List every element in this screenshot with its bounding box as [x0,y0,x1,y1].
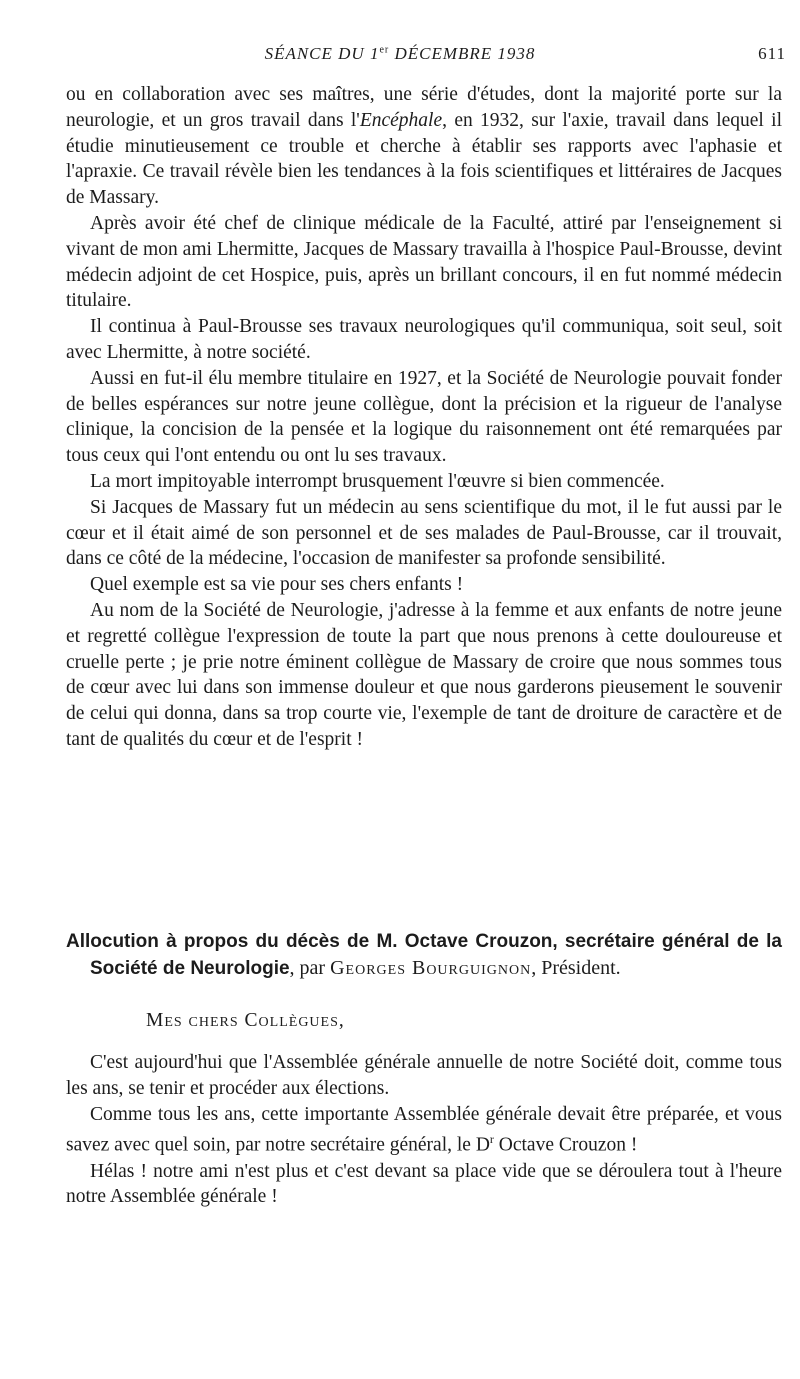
paragraph-2: Après avoir été chef de clinique médicale de la Faculté, attiré par l'enseignement si vivant de mon ami Lhermitte, Jacques de Massary travailla à l'hospice Paul-Brousse, devint médecin adjoint de cet Hospice, puis, après un brillant concours, il en fut nommé médecin titulaire. [66,212,782,312]
section-paragraph-1: C'est aujourd'hui que l'Assemblée générale annuelle de notre Société doit, comme tous les ans, se tenir et procéder aux élections. [66,1052,782,1099]
author-name: Georges Bourguignon [330,957,532,979]
paragraph-3: Il continua à Paul-Brousse ses travaux neurologiques qu'il communiqua, soit seul, soit avec Lhermitte, à notre société. [66,316,782,363]
allocution-section [66,928,782,1210]
paragraph-7: Quel exemple est sa vie pour ses chers enfants ! [90,574,464,596]
section-heading: Allocution à propos du décès de M. Octave Crouzon, secrétaire général de la Société de Neurologie, par Georges Bourguignon, Président. [66,931,782,979]
body-text [66,82,782,753]
header-title: SÉANCE DU 1er DÉCEMBRE 1938 [264,44,536,63]
section-paragraph-3: Hélas ! notre ami n'est plus et c'est devant sa place vide que se déroulera tout à l'heure notre Assemblée générale ! [66,1160,782,1208]
paragraph-6: Si Jacques de Massary fut un médecin au sens scientifique du mot, il le fut aussi par le cœur et il était aimé de son personnel et de ses malades de Paul-Brousse, car il trouvait, dans ce côté de la médecine, l'occasion de manifester sa profonde sensibilité. [66,496,782,570]
paragraph-5: La mort impitoyable interrompt brusquement l'œuvre si bien commencée. [90,470,665,492]
running-header [0,44,800,68]
paragraph-1: ou en collaboration avec ses maîtres, une série d'études, dont la majorité porte sur la neurologie, et un gros travail dans l'Encéphale, en 1932, sur l'axie, travail dans lequel il étudie minutieusement ce trouble et cherche à établir ses rapports avec l'aphasie et l'apraxie. Ce travail révèle bien les tendances à la fois scientifiques et littéraires de Jacques de Massary. [66,84,782,209]
section-paragraph-2: Comme tous les ans, cette importante Assemblée générale devait être préparée, et vous savez avec quel soin, par notre secrétaire général, le $D^r$ Octave Crouzon ! [66,1103,782,1156]
journal-title: Encéphale [359,109,443,131]
section-text [66,1050,782,1210]
page-number: 611 [758,44,786,63]
paragraph-4: Aussi en fut-il élu membre titulaire en 1927, et la Société de Neurologie pouvait fonder de belles espérances sur notre jeune collègue, dont la précision et la rigueur de l'analyse clinique, la concision de la pensée et la logique du raisonnement ont été remarquées par tous ceux qui l'ont entendu ou ont lu ses travaux. [66,367,782,467]
paragraph-8: Au nom de la Société de Neurologie, j'adresse à la femme et aux enfants de notre jeune et regretté collègue l'expression de toute la part que nous prenons à cette douloureuse et cruelle perte ; je prie notre éminent collègue de Massary de croire que nous sommes tous de cœur avec lui dans son immense douleur et que nous garderons pieusement le souvenir de celui qui donna, dans sa trop courte vie, l'exemple de tant de droiture de caractère et de tant de qualités du cœur et de l'esprit ! [66,599,782,750]
salutation: Mes chers Collègues, [146,1010,345,1031]
